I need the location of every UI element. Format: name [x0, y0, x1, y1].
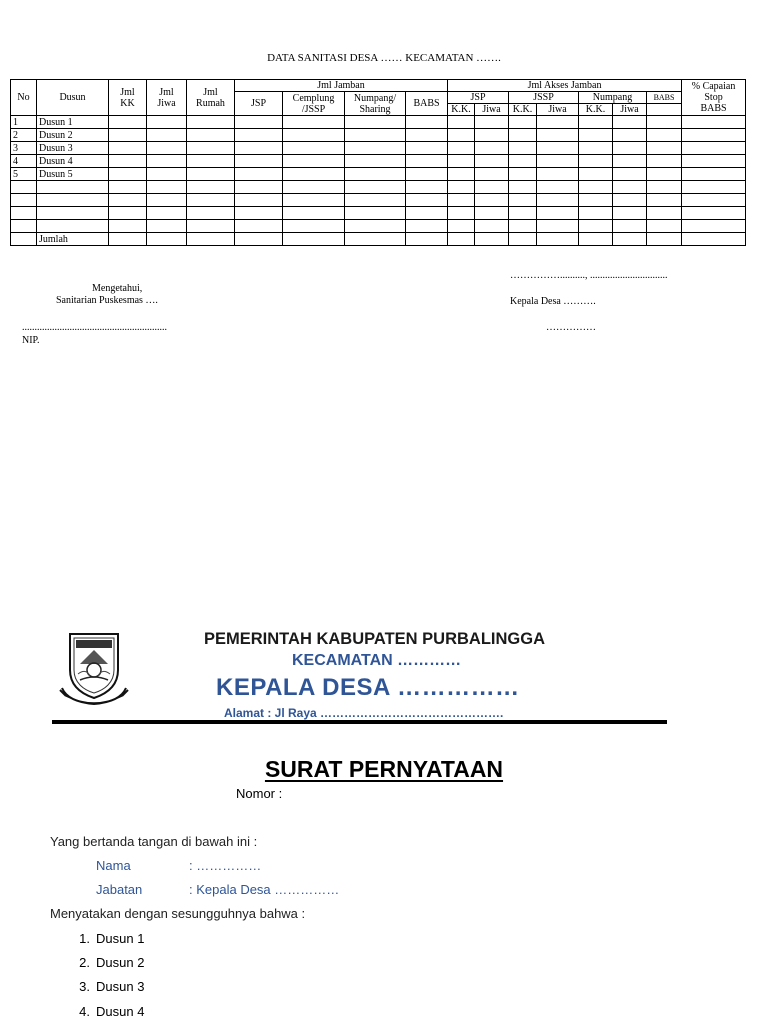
- nama-value: : ……………: [189, 858, 262, 873]
- letter-title: SURAT PERNYATAAN: [264, 756, 504, 782]
- row-cell: [109, 116, 147, 129]
- row-cell: [509, 155, 537, 168]
- table-row: [11, 194, 746, 207]
- kop-pemerintah: PEMERINTAH KABUPATEN PURBALINGGA: [204, 630, 545, 648]
- row-cell: [475, 181, 509, 194]
- header-dusun: Dusun: [37, 80, 109, 116]
- row-cell: [109, 155, 147, 168]
- row-cell: [448, 168, 475, 181]
- list-item: Dusun 2: [96, 955, 145, 970]
- row-cell: [406, 116, 448, 129]
- row-cell: [448, 129, 475, 142]
- row-dusun: [37, 220, 109, 233]
- header-jamban-numpang: Numpang/ Sharing: [345, 92, 406, 116]
- row-cell: [613, 116, 647, 129]
- list-item: Dusun 3: [96, 979, 145, 994]
- row-cell: [537, 129, 579, 142]
- row-cell: [613, 220, 647, 233]
- header-akses-jssp: JSSP: [509, 92, 579, 104]
- row-no: 2: [11, 129, 37, 142]
- header-jsp-kk: K.K.: [448, 104, 475, 116]
- kop-alamat: Alamat : Jl Raya ……………………………………….: [224, 706, 504, 720]
- row-cell: [475, 207, 509, 220]
- row-cell: [613, 142, 647, 155]
- row-dusun: Dusun 2: [37, 129, 109, 142]
- row-cell: [235, 194, 283, 207]
- row-cell: [448, 194, 475, 207]
- row-cell: [647, 220, 682, 233]
- row-cell: [475, 129, 509, 142]
- header-capaian: % Capaian Stop BABS: [682, 80, 746, 116]
- row-cell: [235, 142, 283, 155]
- row-cell: [187, 155, 235, 168]
- table-row: [11, 155, 746, 168]
- row-cell: [579, 116, 613, 129]
- row-cell: [509, 168, 537, 181]
- header-jssp-jiwa: Jiwa: [537, 104, 579, 116]
- list-item-number: 1.: [79, 931, 90, 946]
- row-cell: [109, 220, 147, 233]
- row-no: 4: [11, 155, 37, 168]
- row-cell: [406, 194, 448, 207]
- row-cell: [647, 181, 682, 194]
- row-dusun: Dusun 5: [37, 168, 109, 181]
- row-cell: [109, 168, 147, 181]
- kop-kecamatan: KECAMATAN …………: [292, 652, 462, 669]
- row-cell: [613, 181, 647, 194]
- table-row: [11, 116, 746, 129]
- mengetahui-label: Mengetahui,: [92, 283, 143, 294]
- row-dusun: Dusun 1: [37, 116, 109, 129]
- row-cell: [406, 129, 448, 142]
- header-jml-jamban: Jml Jamban: [235, 80, 448, 92]
- statement-text: Menyatakan dengan sesungguhnya bahwa :: [50, 906, 306, 921]
- row-cell: [283, 142, 345, 155]
- row-cell: [647, 207, 682, 220]
- row-cell: [345, 129, 406, 142]
- row-cell: [682, 220, 746, 233]
- row-cell: [475, 168, 509, 181]
- row-cell: [537, 181, 579, 194]
- header-jml-jiwa: Jml Jiwa: [147, 80, 187, 116]
- row-cell: [579, 207, 613, 220]
- jabatan-label: Jabatan: [96, 882, 143, 897]
- header-row-1: [11, 80, 746, 92]
- list-item-number: 4.: [79, 1004, 90, 1019]
- jabatan-value: : Kepala Desa ……………: [189, 882, 340, 897]
- row-cell: [448, 220, 475, 233]
- total-label: Jumlah: [37, 233, 109, 246]
- row-cell: [109, 129, 147, 142]
- header-jml-rumah: Jml Rumah: [187, 80, 235, 116]
- sheet-title: DATA SANITASI DESA …… KECAMATAN …….: [267, 52, 501, 64]
- row-cell: [345, 194, 406, 207]
- row-cell: [109, 142, 147, 155]
- row-cell: [283, 155, 345, 168]
- row-cell: [537, 155, 579, 168]
- row-cell: [579, 181, 613, 194]
- header-jsp-jiwa: Jiwa: [475, 104, 509, 116]
- row-no: 3: [11, 142, 37, 155]
- row-cell: [682, 168, 746, 181]
- nama-label: Nama: [96, 858, 131, 873]
- row-cell: [579, 220, 613, 233]
- header-jamban-babs: BABS: [406, 92, 448, 116]
- row-cell: [509, 207, 537, 220]
- row-cell: [109, 194, 147, 207]
- row-cell: [147, 168, 187, 181]
- row-cell: [682, 142, 746, 155]
- row-cell: [235, 207, 283, 220]
- row-cell: [406, 181, 448, 194]
- row-cell: [448, 142, 475, 155]
- row-cell: [187, 129, 235, 142]
- header-no: No: [11, 80, 37, 116]
- row-cell: [147, 181, 187, 194]
- row-cell: [647, 155, 682, 168]
- row-cell: [682, 207, 746, 220]
- row-no: [11, 207, 37, 220]
- row-cell: [647, 116, 682, 129]
- row-cell: [682, 194, 746, 207]
- table-row: [11, 142, 746, 155]
- row-cell: [283, 116, 345, 129]
- row-cell: [345, 207, 406, 220]
- kop-kepala-desa: KEPALA DESA ……………: [216, 674, 520, 701]
- row-cell: [579, 155, 613, 168]
- row-cell: [613, 129, 647, 142]
- row-cell: [448, 116, 475, 129]
- row-cell: [537, 207, 579, 220]
- row-cell: [537, 220, 579, 233]
- left-signature-line: ..........................................................: [22, 322, 167, 333]
- row-cell: [448, 207, 475, 220]
- row-cell: [235, 181, 283, 194]
- kabupaten-crest-icon: [56, 630, 132, 710]
- row-cell: [147, 220, 187, 233]
- row-cell: [406, 142, 448, 155]
- row-cell: [187, 207, 235, 220]
- row-cell: [283, 194, 345, 207]
- row-cell: [406, 207, 448, 220]
- row-cell: [509, 129, 537, 142]
- row-dusun: Dusun 3: [37, 142, 109, 155]
- place-date-line: …………….........., ...............................: [510, 270, 668, 281]
- list-item-number: 3.: [79, 979, 90, 994]
- row-cell: [109, 207, 147, 220]
- row-cell: [647, 168, 682, 181]
- row-cell: [406, 155, 448, 168]
- row-cell: [406, 220, 448, 233]
- row-cell: [147, 155, 187, 168]
- row-cell: [345, 142, 406, 155]
- table-row: [11, 207, 746, 220]
- row-cell: [235, 220, 283, 233]
- row-dusun: [37, 181, 109, 194]
- list-item: Dusun 1: [96, 931, 145, 946]
- row-cell: [579, 168, 613, 181]
- row-cell: [283, 129, 345, 142]
- sanitarian-label: Sanitarian Puskesmas ….: [56, 295, 158, 306]
- row-dusun: Dusun 4: [37, 155, 109, 168]
- row-cell: [147, 142, 187, 155]
- list-item-number: 2.: [79, 955, 90, 970]
- kop-divider: [52, 720, 667, 724]
- row-cell: [283, 181, 345, 194]
- nomor-label: Nomor :: [236, 786, 283, 801]
- row-cell: [682, 129, 746, 142]
- row-cell: [448, 155, 475, 168]
- row-cell: [537, 116, 579, 129]
- row-cell: [509, 181, 537, 194]
- row-cell: [235, 155, 283, 168]
- total-row: [11, 233, 746, 246]
- row-cell: [537, 142, 579, 155]
- table-row: [11, 129, 746, 142]
- row-cell: [475, 155, 509, 168]
- row-cell: [509, 220, 537, 233]
- row-cell: [345, 116, 406, 129]
- row-cell: [613, 155, 647, 168]
- row-cell: [187, 116, 235, 129]
- row-cell: [537, 168, 579, 181]
- header-jamban-cemplung: Cemplung /JSSP: [283, 92, 345, 116]
- list-item: Dusun 4: [96, 1004, 145, 1019]
- row-cell: [187, 168, 235, 181]
- row-cell: [235, 116, 283, 129]
- header-babs-empty: [647, 104, 682, 116]
- header-jml-akses-jamban: Jml Akses Jamban: [448, 80, 682, 92]
- row-cell: [187, 181, 235, 194]
- row-cell: [682, 181, 746, 194]
- row-cell: [147, 194, 187, 207]
- row-cell: [345, 155, 406, 168]
- row-cell: [187, 220, 235, 233]
- row-cell: [475, 194, 509, 207]
- header-jssp-kk: K.K.: [509, 104, 537, 116]
- row-cell: [235, 129, 283, 142]
- row-no: 5: [11, 168, 37, 181]
- row-cell: [147, 116, 187, 129]
- row-cell: [613, 168, 647, 181]
- row-cell: [579, 142, 613, 155]
- intro-text: Yang bertanda tangan di bawah ini :: [50, 834, 258, 849]
- row-cell: [475, 142, 509, 155]
- row-cell: [406, 168, 448, 181]
- row-cell: [613, 207, 647, 220]
- kepala-desa-label: Kepala Desa ……….: [510, 296, 596, 307]
- row-cell: [613, 194, 647, 207]
- right-signature-line: ……………: [546, 322, 596, 333]
- row-cell: [682, 155, 746, 168]
- row-cell: [235, 168, 283, 181]
- header-akses-numpang: Numpang: [579, 92, 647, 104]
- table-row: [11, 168, 746, 181]
- row-cell: [187, 142, 235, 155]
- header-jamban-jsp: JSP: [235, 92, 283, 116]
- header-jml-kk: Jml KK: [109, 80, 147, 116]
- row-no: [11, 181, 37, 194]
- row-cell: [283, 168, 345, 181]
- row-cell: [579, 194, 613, 207]
- header-akses-babs: BABS: [647, 92, 682, 104]
- row-cell: [647, 142, 682, 155]
- row-cell: [509, 116, 537, 129]
- row-cell: [475, 220, 509, 233]
- row-no: [11, 194, 37, 207]
- row-cell: [283, 220, 345, 233]
- row-cell: [509, 142, 537, 155]
- row-cell: [147, 129, 187, 142]
- row-cell: [682, 116, 746, 129]
- row-cell: [283, 207, 345, 220]
- table-row: [11, 220, 746, 233]
- sanitation-table: [10, 79, 746, 246]
- header-numpang-kk: K.K.: [579, 104, 613, 116]
- header-numpang-jiwa: Jiwa: [613, 104, 647, 116]
- row-cell: [345, 181, 406, 194]
- row-dusun: [37, 207, 109, 220]
- row-no: 1: [11, 116, 37, 129]
- row-cell: [475, 116, 509, 129]
- row-cell: [579, 129, 613, 142]
- row-cell: [537, 194, 579, 207]
- row-cell: [187, 194, 235, 207]
- nip-label: NIP.: [22, 335, 40, 346]
- row-dusun: [37, 194, 109, 207]
- row-no: [11, 220, 37, 233]
- header-akses-jsp: JSP: [448, 92, 509, 104]
- row-cell: [109, 181, 147, 194]
- row-cell: [345, 168, 406, 181]
- row-cell: [647, 129, 682, 142]
- row-cell: [345, 220, 406, 233]
- row-cell: [448, 181, 475, 194]
- row-cell: [509, 194, 537, 207]
- row-cell: [647, 194, 682, 207]
- table-row: [11, 181, 746, 194]
- row-cell: [147, 207, 187, 220]
